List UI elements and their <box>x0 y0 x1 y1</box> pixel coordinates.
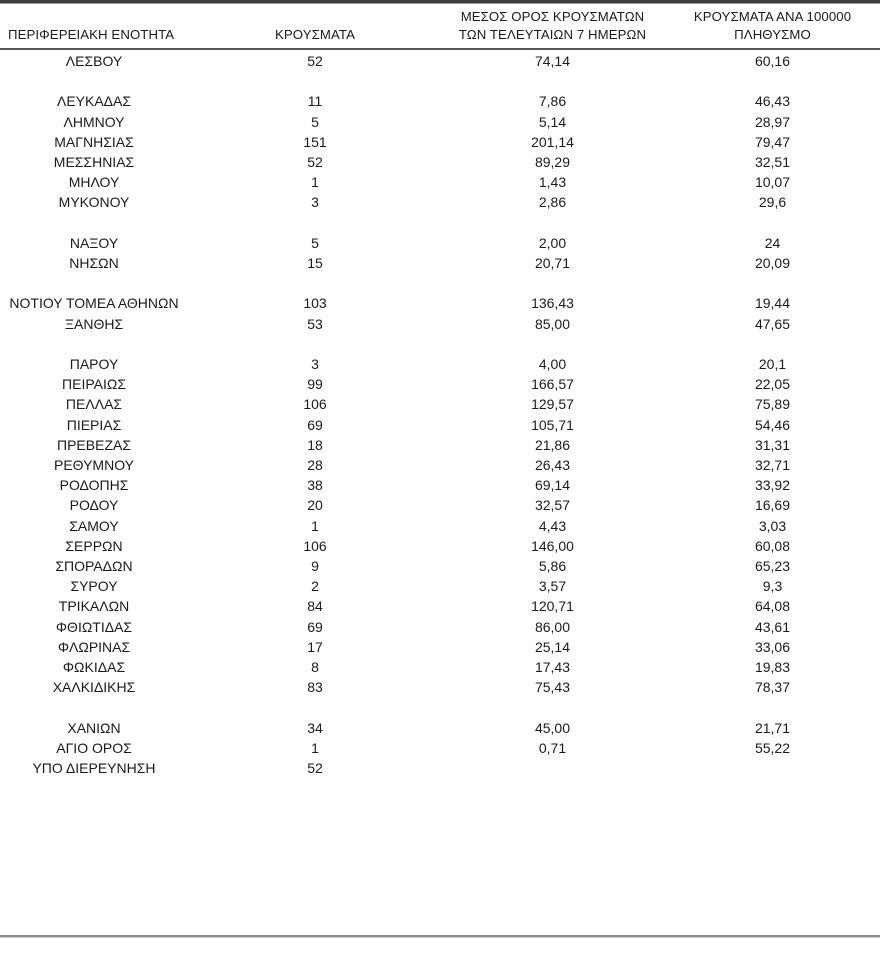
cell-region: ΤΡΙΚΑΛΩΝ <box>58 598 130 615</box>
cell-cases: 1 <box>311 517 319 534</box>
cell-region: ΜΕΣΣΗΝΙΑΣ <box>53 154 135 171</box>
cell-avg7: 32,57 <box>534 497 571 514</box>
table-spacer-cell <box>665 334 880 354</box>
cell-region: ΠΑΡΟΥ <box>69 356 119 373</box>
table-spacer-cell <box>190 213 440 233</box>
cell-cases: 17 <box>307 638 323 655</box>
cell-region: ΠΙΕΡΙΑΣ <box>66 416 122 433</box>
table-spacer-cell <box>190 71 440 91</box>
table-spacer-cell <box>440 71 665 91</box>
table-row <box>0 475 880 495</box>
cell-per100k: 32,71 <box>754 457 791 474</box>
cell-region: ΣΕΡΡΩΝ <box>65 537 123 554</box>
cell-cases: 69 <box>307 618 323 635</box>
cell-per100k: 19,83 <box>754 659 791 676</box>
cell-region: ΞΑΝΘΗΣ <box>64 315 124 332</box>
table-row <box>0 677 880 697</box>
cell-avg7: 3,57 <box>538 578 567 595</box>
cell-avg7: 21,86 <box>534 436 571 453</box>
table-spacer-cell <box>440 698 665 718</box>
cell-avg7: 5,14 <box>538 113 567 130</box>
cell-cases: 5 <box>311 234 319 251</box>
table-row <box>0 738 880 758</box>
table-row <box>0 293 880 313</box>
cell-region: ΝΑΞΟΥ <box>69 234 119 251</box>
table-spacer-row <box>0 698 880 718</box>
table-spacer-cell <box>440 334 665 354</box>
table-spacer-cell <box>665 213 880 233</box>
table-row <box>0 172 880 192</box>
cell-cases: 8 <box>311 659 319 676</box>
cell-per100k: 3,03 <box>758 517 787 534</box>
cell-region: ΜΥΚΟΝΟΥ <box>58 194 130 211</box>
cell-per100k: 24 <box>764 234 781 251</box>
table-spacer-cell <box>0 71 190 91</box>
table-row <box>0 354 880 374</box>
table-header-row <box>0 8 880 49</box>
cell-avg7: 4,00 <box>538 356 567 373</box>
cell-avg7: 17,43 <box>534 659 571 676</box>
cell-avg7: 85,00 <box>534 315 571 332</box>
cell-avg7: 0,71 <box>538 739 567 756</box>
table-row <box>0 435 880 455</box>
table-spacer-cell <box>665 698 880 718</box>
cell-avg7: 146,00 <box>531 537 574 554</box>
cell-per100k: 43,61 <box>754 618 791 635</box>
table-spacer-cell <box>0 334 190 354</box>
cell-region: ΠΕΙΡΑΙΩΣ <box>62 376 126 393</box>
cell-cases: 52 <box>307 154 323 171</box>
cell-cases: 99 <box>307 376 323 393</box>
table-row <box>0 132 880 152</box>
table-row <box>0 233 880 253</box>
cell-region: ΠΡΕΒΕΖΑΣ <box>56 436 131 453</box>
cell-avg7: 4,43 <box>538 517 567 534</box>
table-body <box>0 49 880 778</box>
cell-region: ΝΗΣΩΝ <box>69 255 119 272</box>
cell-cases: 38 <box>307 477 323 494</box>
cell-cases: 69 <box>307 416 323 433</box>
cell-avg7: 26,43 <box>534 457 571 474</box>
table-row <box>0 314 880 334</box>
cell-per100k: 21,71 <box>754 719 791 736</box>
cell-avg7: 7,86 <box>538 93 567 110</box>
cell-per100k: 19,44 <box>754 295 791 312</box>
table-spacer-cell <box>665 71 880 91</box>
table-row <box>0 556 880 576</box>
cell-region: ΠΕΛΛΑΣ <box>65 396 123 413</box>
cases-by-region-table <box>0 8 880 778</box>
cell-avg7: 105,71 <box>531 416 574 433</box>
table-row <box>0 49 880 71</box>
table-row <box>0 617 880 637</box>
cell-avg7: 45,00 <box>534 719 571 736</box>
cell-cases: 3 <box>311 356 319 373</box>
cell-region: ΛΕΥΚΑΔΑΣ <box>56 93 132 110</box>
cell-cases: 106 <box>303 396 327 413</box>
cell-avg7 <box>440 758 665 778</box>
table-spacer-row <box>0 71 880 91</box>
cell-per100k: 60,16 <box>754 53 791 69</box>
cell-avg7: 74,14 <box>534 53 571 69</box>
cell-region: ΦΛΩΡΙΝΑΣ <box>57 638 131 655</box>
table-container <box>0 8 880 778</box>
table-row <box>0 576 880 596</box>
cell-per100k: 33,06 <box>754 638 791 655</box>
cell-cases: 1 <box>311 739 319 756</box>
cell-per100k: 33,92 <box>754 477 791 494</box>
table-spacer-row <box>0 273 880 293</box>
column-header-avg7-line1: ΜΕΣΟΣ ΟΡΟΣ ΚΡΟΥΣΜΑΤΩΝ <box>460 9 645 24</box>
cell-per100k: 22,05 <box>754 376 791 393</box>
cell-region: ΣΑΜΟΥ <box>69 517 119 534</box>
table-row <box>0 253 880 273</box>
table-row <box>0 758 880 778</box>
cell-cases: 34 <box>307 719 323 736</box>
table-row <box>0 657 880 677</box>
table-row <box>0 637 880 657</box>
table-spacer-cell <box>0 273 190 293</box>
table-row <box>0 495 880 515</box>
cell-region: ΦΩΚΙΔΑΣ <box>62 659 126 676</box>
table-spacer-cell <box>0 698 190 718</box>
table-row <box>0 152 880 172</box>
cell-avg7: 2,00 <box>538 234 567 251</box>
cell-region: ΛΗΜΝΟΥ <box>63 113 125 130</box>
cell-cases: 52 <box>307 53 323 69</box>
table-row <box>0 516 880 536</box>
column-header-avg7 <box>440 8 665 49</box>
cell-per100k: 29,6 <box>758 194 787 211</box>
cell-per100k: 20,09 <box>754 255 791 272</box>
cell-cases: 1 <box>311 174 319 191</box>
cell-region: ΡΟΔΟΥ <box>69 497 119 514</box>
cell-per100k: 65,23 <box>754 558 791 575</box>
cell-per100k: 64,08 <box>754 598 791 615</box>
cell-region: ΜΑΓΝΗΣΙΑΣ <box>54 133 134 150</box>
cell-region: ΑΓΙΟ ΟΡΟΣ <box>56 739 132 756</box>
cell-region: ΦΘΙΩΤΙΔΑΣ <box>55 618 133 635</box>
cell-cases: 28 <box>307 457 323 474</box>
column-header-region-label: ΠΕΡΙΦΕΡΕΙΑΚΗ ΕΝΟΤΗΤΑ <box>8 27 175 42</box>
cell-cases: 83 <box>307 679 323 696</box>
cell-per100k: 20,1 <box>758 356 787 373</box>
cell-avg7: 86,00 <box>534 618 571 635</box>
column-header-cases <box>190 8 440 49</box>
cell-per100k: 46,43 <box>754 93 791 110</box>
column-header-per100k <box>665 8 880 49</box>
table-row <box>0 718 880 738</box>
table-row <box>0 91 880 111</box>
cell-region: ΣΥΡΟΥ <box>70 578 118 595</box>
table-spacer-cell <box>190 698 440 718</box>
cell-per100k: 16,69 <box>754 497 791 514</box>
table-row <box>0 536 880 556</box>
cell-region: ΝΟΤΙΟΥ ΤΟΜΕΑ ΑΘΗΝΩΝ <box>9 295 179 312</box>
cell-cases: 15 <box>307 255 323 272</box>
cell-per100k: 75,89 <box>754 396 791 413</box>
table-spacer-row <box>0 213 880 233</box>
cell-cases: 151 <box>303 133 327 150</box>
cell-cases: 84 <box>307 598 323 615</box>
table-spacer-cell <box>440 213 665 233</box>
cell-cases: 18 <box>307 436 323 453</box>
cell-per100k: 9,3 <box>762 578 783 595</box>
cell-avg7: 75,43 <box>534 679 571 696</box>
cell-avg7: 5,86 <box>538 558 567 575</box>
cell-avg7: 1,43 <box>538 174 567 191</box>
table-row <box>0 415 880 435</box>
cell-region: ΡΟΔΟΠΗΣ <box>59 477 129 494</box>
cell-avg7: 20,71 <box>534 255 571 272</box>
cell-cases: 5 <box>311 113 319 130</box>
table-row <box>0 112 880 132</box>
cell-region: ΛΕΣΒΟΥ <box>65 53 123 69</box>
cell-cases: 20 <box>307 497 323 514</box>
cell-avg7: 129,57 <box>531 396 574 413</box>
cell-per100k: 55,22 <box>754 739 791 756</box>
cell-region: ΜΗΛΟΥ <box>68 174 120 191</box>
column-header-avg7-line2: ΤΩΝ ΤΕΛΕΥΤΑΙΩΝ 7 ΗΜΕΡΩΝ <box>458 27 647 42</box>
column-header-per100k-line2: ΠΛΗΘΥΣΜΟ <box>734 27 811 42</box>
cell-per100k: 28,97 <box>754 113 791 130</box>
cell-cases: 2 <box>311 578 319 595</box>
cell-per100k <box>665 758 880 778</box>
cell-cases: 52 <box>307 760 323 777</box>
top-border-rule-soft <box>0 3 880 4</box>
cell-avg7: 166,57 <box>531 376 574 393</box>
table-row <box>0 374 880 394</box>
table-spacer-cell <box>190 273 440 293</box>
cell-cases: 53 <box>307 315 323 332</box>
column-header-region <box>0 8 190 49</box>
column-header-cases-label: ΚΡΟΥΣΜΑΤΑ <box>275 27 355 42</box>
cell-per100k: 10,07 <box>754 174 791 191</box>
cell-per100k: 47,65 <box>754 315 791 332</box>
cell-avg7: 69,14 <box>534 477 571 494</box>
table-spacer-cell <box>0 213 190 233</box>
cell-avg7: 2,86 <box>538 194 567 211</box>
cell-per100k: 79,47 <box>754 133 791 150</box>
table-row <box>0 455 880 475</box>
cell-avg7: 89,29 <box>534 154 571 171</box>
cell-region: ΧΑΛΚΙΔΙΚΗΣ <box>52 679 136 696</box>
table-spacer-cell <box>440 273 665 293</box>
cell-per100k: 31,31 <box>754 436 791 453</box>
cell-per100k: 54,46 <box>754 416 791 433</box>
table-row <box>0 596 880 616</box>
cell-cases: 9 <box>311 558 319 575</box>
cell-avg7: 25,14 <box>534 638 571 655</box>
table-header <box>0 8 880 49</box>
cell-per100k: 32,51 <box>754 154 791 171</box>
cell-cases: 106 <box>303 537 327 554</box>
cell-avg7: 201,14 <box>531 133 574 150</box>
cell-avg7: 136,43 <box>531 295 574 312</box>
cell-per100k: 60,08 <box>754 537 791 554</box>
table-row <box>0 394 880 414</box>
table-spacer-row <box>0 334 880 354</box>
cell-region: ΡΕΘΥΜΝΟΥ <box>53 457 134 474</box>
table-spacer-cell <box>190 334 440 354</box>
table-spacer-cell <box>665 273 880 293</box>
cell-cases: 11 <box>307 93 323 110</box>
cell-cases: 103 <box>303 295 327 312</box>
cell-per100k: 78,37 <box>754 679 791 696</box>
table-row <box>0 192 880 212</box>
cell-region: ΧΑΝΙΩΝ <box>67 719 121 736</box>
cell-avg7: 120,71 <box>531 598 574 615</box>
bottom-border-rule-soft <box>0 937 880 938</box>
cell-region: ΥΠΟ ΔΙΕΡΕΥΝΗΣΗ <box>32 760 156 777</box>
cell-cases: 3 <box>311 194 319 211</box>
cell-region: ΣΠΟΡΑΔΩΝ <box>55 558 133 575</box>
column-header-per100k-line1: ΚΡΟΥΣΜΑΤΑ ΑΝΑ 100000 <box>693 9 852 24</box>
